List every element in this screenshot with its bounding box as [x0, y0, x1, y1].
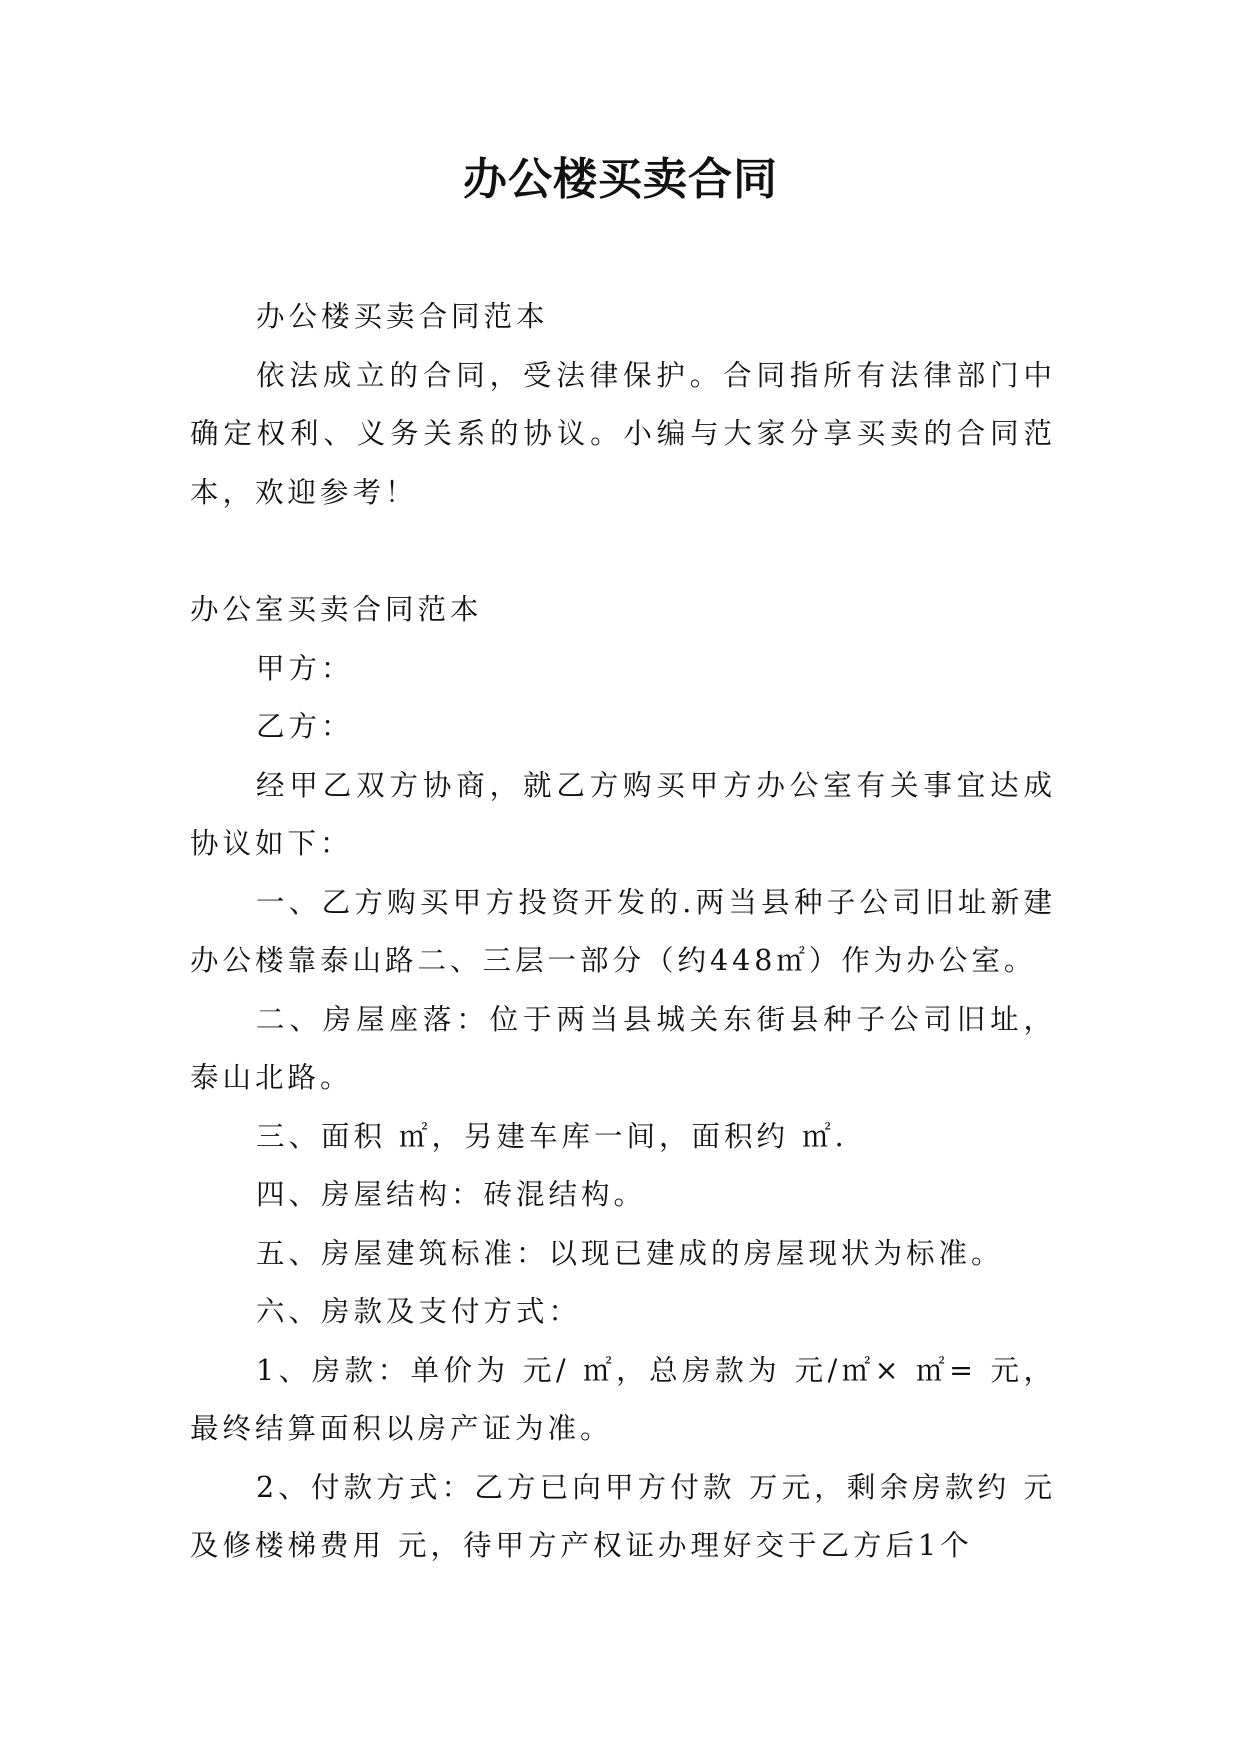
- clause-paragraph: 四、房屋结构：砖混结构。: [256, 1178, 647, 1211]
- clause-paragraph: 五、房屋建筑标准：以现已建成的房屋现状为标准。: [256, 1236, 1004, 1270]
- clause-paragraph: 六、房款及支付方式：: [256, 1295, 582, 1328]
- party-b-line: 乙方：: [256, 710, 354, 743]
- party-a-line: 甲方：: [256, 651, 354, 685]
- clause-paragraph: 二、房屋座落：位于两当县城关东街县种子公司旧址，泰山北路。: [190, 1002, 1056, 1094]
- clause-paragraph: 三、面积 ㎡，另建车库一间，面积约 ㎡.: [256, 1119, 848, 1153]
- document-body: [190, 288, 1056, 1576]
- section-heading: 办公室买卖合同范本: [190, 593, 483, 626]
- document-title: 办公楼买卖合同: [463, 154, 778, 205]
- subtitle-paragraph: 办公楼买卖合同范本: [256, 300, 549, 333]
- blank-line: [190, 522, 1056, 581]
- clause-paragraph: 2、付款方式：乙方已向甲方付款 万元，剩余房款约 元及修楼梯费用 元，待甲方产权证办理好交于乙方后1个: [190, 1470, 1056, 1562]
- clause-paragraph: 一、乙方购买甲方投资开发的.两当县种子公司旧址新建办公楼靠泰山路二、三层一部分（约448㎡）作为办公室。: [190, 885, 1056, 977]
- preamble-paragraph: 经甲乙双方协商，就乙方购买甲方办公室有关事宜达成协议如下：: [190, 768, 1056, 860]
- intro-paragraph: 依法成立的合同，受法律保护。合同指所有法律部门中确定权利、义务关系的协议。小编与大家分享买卖的合同范本，欢迎参考！: [190, 358, 1056, 509]
- clause-paragraph: 1、房款：单价为 元/ ㎡，总房款为 元/㎡× ㎡= 元，最终结算面积以房产证为准。: [190, 1353, 1056, 1445]
